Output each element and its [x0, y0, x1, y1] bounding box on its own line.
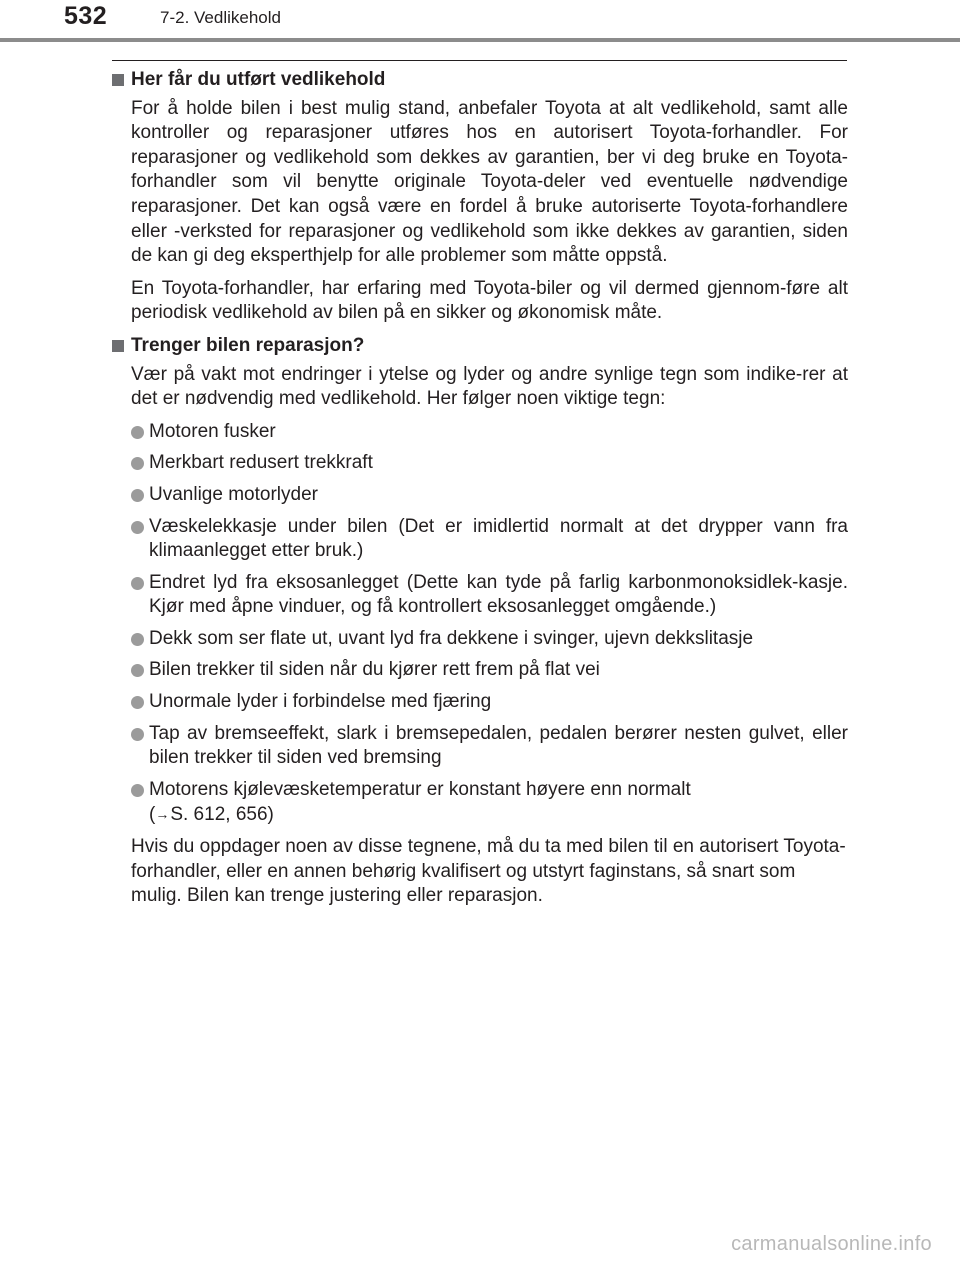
bullet-dot-icon [131, 664, 144, 677]
square-icon [112, 340, 124, 352]
section-heading-text: Trenger bilen reparasjon? [131, 334, 365, 356]
bullet-dot-icon [131, 577, 144, 590]
section-heading-repair [112, 334, 848, 359]
list-item [131, 778, 848, 828]
list-item [131, 571, 848, 620]
paragraph: En Toyota-forhandler, har erfaring med Toyota-biler og vil dermed gjennom-føre alt periodisk vedlikehold av bilen på en sikker og økonomisk måte. [131, 277, 848, 324]
list-item [131, 690, 848, 715]
list-item-text: Tap av bremseeffekt, slark i bremsepedalen, pedalen berører nesten gulvet, eller bilen trekker til siden ved bremsing [149, 722, 848, 769]
watermark: carmanualsonline.info [731, 1233, 932, 1255]
list-item-text: Merkbart redusert trekkraft [149, 452, 373, 474]
list-item [131, 627, 848, 652]
page-header [0, 0, 960, 40]
reference-text: S. 612, 656 [170, 804, 268, 826]
list-item-text: Væskelekkasje under bilen (Det er imidlertid normalt at det drypper vann fra klimaanlegget etter bruk.) [149, 515, 848, 562]
list-item [131, 722, 848, 771]
list-item-text: Motoren fusker [149, 420, 276, 442]
bullet-dot-icon [131, 426, 144, 439]
section-rule [112, 60, 847, 61]
header-rule [0, 38, 960, 42]
list-item-text: Unormale lyder i forbindelse med fjæring [149, 691, 492, 713]
list-item [131, 483, 848, 508]
bullet-dot-icon [131, 784, 144, 797]
list-item-text: Uvanlige motorlyder [149, 483, 318, 505]
reference-close: ) [267, 804, 274, 826]
page-reference[interactable] [149, 804, 274, 825]
bullet-dot-icon [131, 696, 144, 709]
square-icon [112, 74, 124, 86]
section-heading-text: Her får du utført vedlikehold [131, 69, 386, 90]
bullet-dot-icon [131, 521, 144, 534]
bullet-dot-icon [131, 489, 144, 502]
list-item-text: Motorens kjølevæsketemperatur er konstant høyere enn normalt [149, 778, 691, 800]
warning-signs-list [131, 420, 848, 828]
list-item [131, 451, 848, 476]
paragraph: Hvis du oppdager noen av disse tegnene, må du ta med bilen til en autorisert Toyota-forhandler, eller en annen behørig kvalifisert og utstyrt faginstans, så snart som mulig. Bilen kan trenge justering eller reparasjon. [131, 836, 846, 907]
page-number: 532 [64, 2, 108, 30]
list-item [131, 420, 848, 445]
list-item-text: Dekk som ser flate ut, uvant lyd fra dekkene i svinger, ujevn dekkslitasje [149, 627, 754, 649]
bullet-dot-icon [131, 457, 144, 470]
list-item-text: Endret lyd fra eksosanlegget (Dette kan tyde på farlig karbonmonoksidlek-kasje. Kjør med åpne vinduer, og få kontrollert eksosanlegget omgående.) [149, 571, 848, 618]
list-item-text: Bilen trekker til siden når du kjører rett frem på flat vei [149, 659, 600, 681]
bullet-dot-icon [131, 728, 144, 741]
reference-open: ( [149, 804, 156, 826]
bullet-dot-icon [131, 633, 144, 646]
arrow-right-icon: → [155, 806, 170, 823]
page-content [112, 68, 848, 917]
paragraph: For å holde bilen i best mulig stand, anbefaler Toyota at alt vedlikehold, samt alle kontroller og reparasjoner utføres hos en autorisert Toyota-forhandler. For reparasjoner og vedlikehold som dekkes av garantien, ber vi deg bruke en Toyota-forhandler som vil benytte originale Toyota-deler ved eventuelle nødvendige reparasjoner. Det kan også være en fordel å bruke autoriserte Toyota-forhandlere eller -verksted for reparasjoner og vedlikehold som ikke dekkes av garantien, siden de kan gi deg eksperthjelp for alle problemer som måtte oppstå. [131, 97, 848, 267]
chapter-title: 7-2. Vedlikehold [160, 8, 281, 27]
section-heading-maintenance [112, 68, 848, 93]
list-item [131, 515, 848, 564]
paragraph: Vær på vakt mot endringer i ytelse og lyder og andre synlige tegn som indike-rer at det er nødvendig med vedlikehold. Her følger noen viktige tegn: [131, 363, 848, 410]
list-item [131, 658, 848, 683]
